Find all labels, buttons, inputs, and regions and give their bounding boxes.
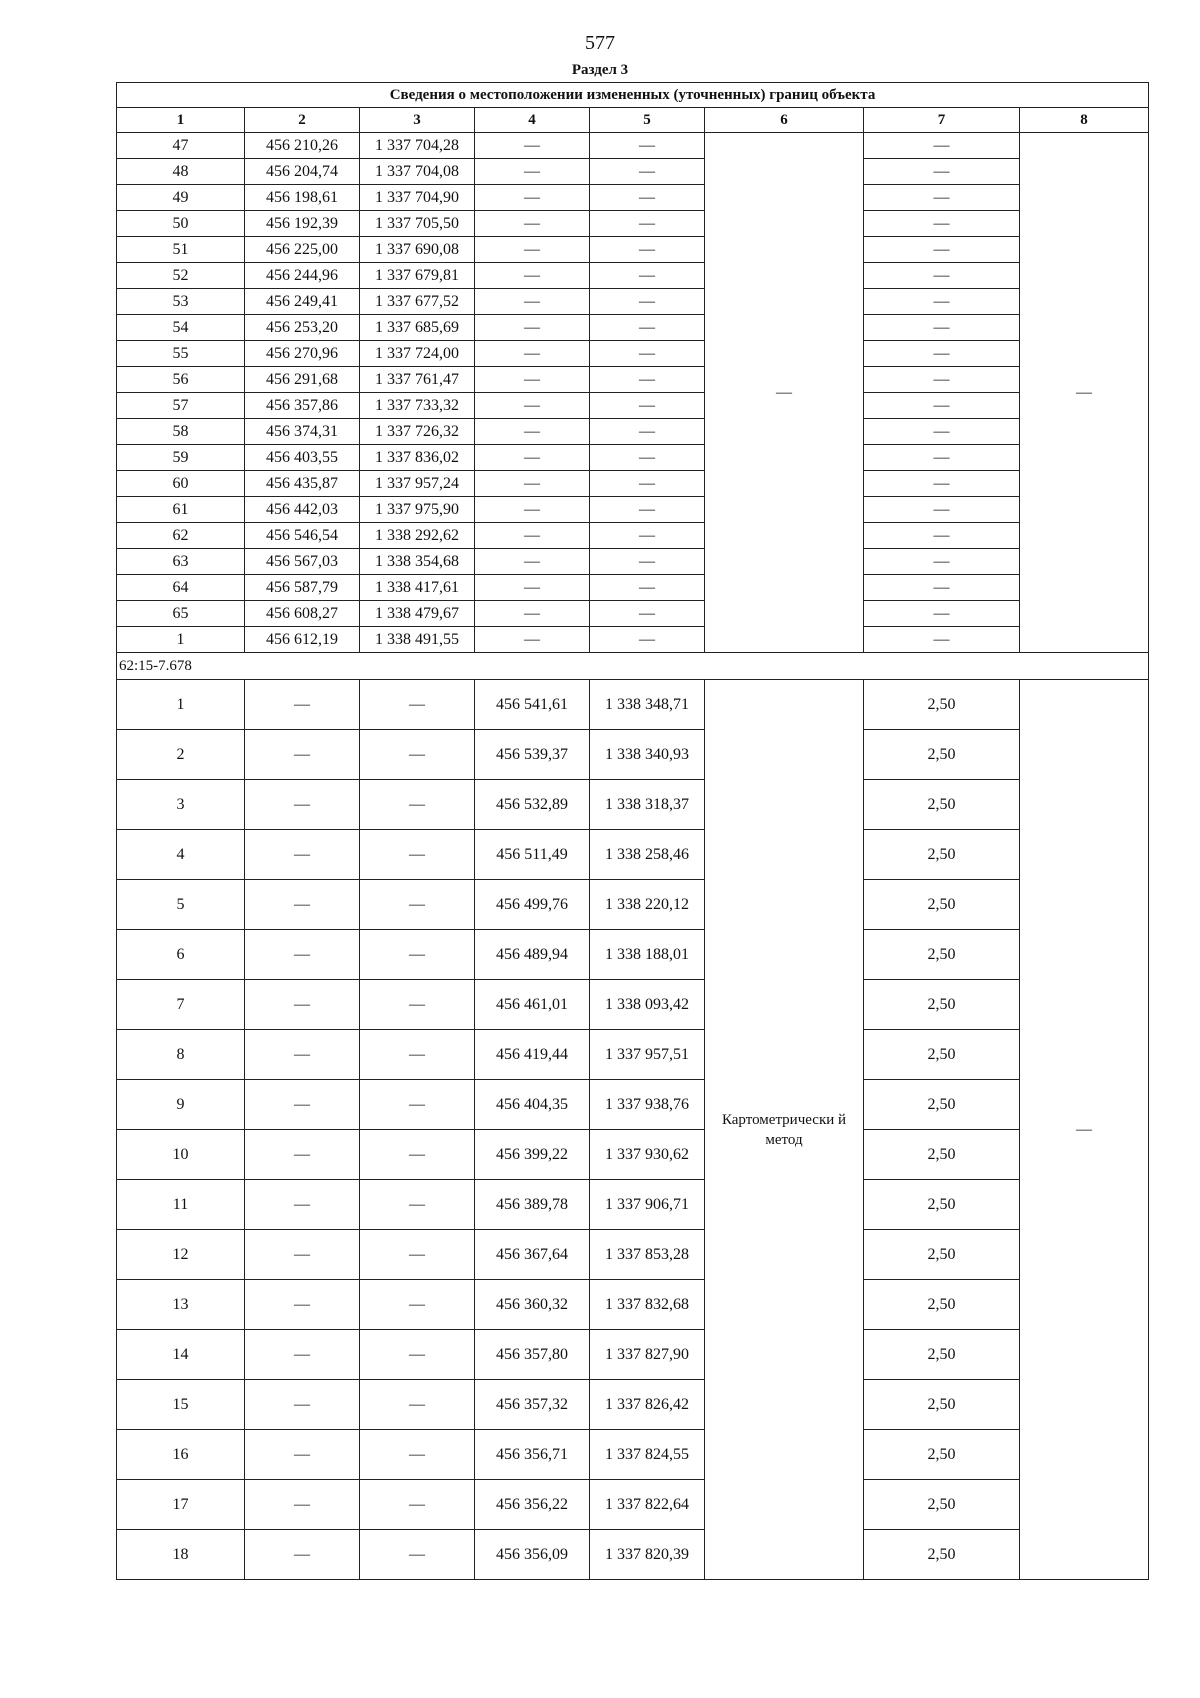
new-y-cell: —: [590, 185, 705, 211]
table-row: [117, 880, 1149, 930]
table-row: [117, 1380, 1149, 1430]
accuracy-cell: —: [864, 523, 1020, 549]
existing-x-cell: —: [245, 1180, 360, 1230]
existing-y-cell: —: [360, 1230, 475, 1280]
existing-y-cell: 1 337 679,81: [360, 263, 475, 289]
table-row: [117, 185, 1149, 211]
existing-y-cell: 1 337 733,32: [360, 393, 475, 419]
table-row: [117, 497, 1149, 523]
table-caption: Сведения о местоположении измененных (уточненных) границ объекта: [117, 83, 1149, 108]
new-y-cell: 1 337 827,90: [590, 1330, 705, 1380]
part2-rows: [117, 680, 1149, 1580]
new-x-cell: —: [475, 263, 590, 289]
new-y-cell: 1 337 820,39: [590, 1530, 705, 1580]
new-x-cell: 456 511,49: [475, 830, 590, 880]
new-x-cell: —: [475, 549, 590, 575]
table-row: [117, 1530, 1149, 1580]
existing-y-cell: 1 338 354,68: [360, 549, 475, 575]
table-row: [117, 367, 1149, 393]
new-y-cell: —: [590, 289, 705, 315]
point-number-cell: 56: [117, 367, 245, 393]
existing-x-cell: —: [245, 1530, 360, 1580]
new-x-cell: —: [475, 601, 590, 627]
accuracy-cell: 2,50: [864, 880, 1020, 930]
existing-x-cell: —: [245, 730, 360, 780]
existing-x-cell: 456 587,79: [245, 575, 360, 601]
point-number-cell: 7: [117, 980, 245, 1030]
point-number-cell: 14: [117, 1330, 245, 1380]
accuracy-cell: —: [864, 419, 1020, 445]
new-x-cell: 456 489,94: [475, 930, 590, 980]
point-number-cell: 8: [117, 1030, 245, 1080]
new-x-cell: —: [475, 471, 590, 497]
accuracy-cell: 2,50: [864, 1130, 1020, 1180]
accuracy-cell: 2,50: [864, 980, 1020, 1030]
point-number-cell: 18: [117, 1530, 245, 1580]
new-x-cell: 456 367,64: [475, 1230, 590, 1280]
existing-y-cell: —: [360, 830, 475, 880]
existing-y-cell: 1 337 975,90: [360, 497, 475, 523]
new-x-cell: —: [475, 289, 590, 315]
point-number-cell: 57: [117, 393, 245, 419]
new-y-cell: —: [590, 211, 705, 237]
existing-x-cell: 456 612,19: [245, 627, 360, 653]
point-number-cell: 65: [117, 601, 245, 627]
existing-x-cell: 456 198,61: [245, 185, 360, 211]
point-number-cell: 48: [117, 159, 245, 185]
new-x-cell: 456 404,35: [475, 1080, 590, 1130]
table-row: [117, 1030, 1149, 1080]
table-row: [117, 1230, 1149, 1280]
existing-y-cell: 1 337 761,47: [360, 367, 475, 393]
existing-x-cell: 456 567,03: [245, 549, 360, 575]
table-row: [117, 1430, 1149, 1480]
new-y-cell: 1 337 957,51: [590, 1030, 705, 1080]
point-number-cell: 64: [117, 575, 245, 601]
point-number-cell: 63: [117, 549, 245, 575]
accuracy-cell: 2,50: [864, 1280, 1020, 1330]
table-row: [117, 780, 1149, 830]
point-number-cell: 11: [117, 1180, 245, 1230]
new-x-cell: —: [475, 133, 590, 159]
new-y-cell: —: [590, 523, 705, 549]
column-number-row: [117, 108, 1149, 133]
section-title: Раздел 3: [571, 62, 629, 78]
existing-y-cell: —: [360, 680, 475, 730]
accuracy-cell: 2,50: [864, 1330, 1020, 1380]
point-number-cell: 12: [117, 1230, 245, 1280]
new-x-cell: 456 389,78: [475, 1180, 590, 1230]
existing-x-cell: —: [245, 930, 360, 980]
new-y-cell: 1 338 093,42: [590, 980, 705, 1030]
point-number-cell: 58: [117, 419, 245, 445]
accuracy-cell: —: [864, 367, 1020, 393]
existing-x-cell: —: [245, 1230, 360, 1280]
table-row: [117, 1330, 1149, 1380]
existing-x-cell: —: [245, 1130, 360, 1180]
new-y-cell: —: [590, 367, 705, 393]
new-y-cell: —: [590, 575, 705, 601]
table-row: [117, 980, 1149, 1030]
column-header: 2: [245, 108, 360, 133]
existing-y-cell: —: [360, 1530, 475, 1580]
new-x-cell: —: [475, 445, 590, 471]
description-cell: —: [1020, 133, 1149, 653]
accuracy-cell: 2,50: [864, 1230, 1020, 1280]
new-y-cell: 1 338 188,01: [590, 930, 705, 980]
point-number-cell: 1: [117, 627, 245, 653]
existing-x-cell: —: [245, 1330, 360, 1380]
existing-x-cell: 456 244,96: [245, 263, 360, 289]
existing-x-cell: 456 270,96: [245, 341, 360, 367]
table-row: [117, 211, 1149, 237]
table-row: [117, 1280, 1149, 1330]
existing-x-cell: —: [245, 1280, 360, 1330]
method-cell: Картометрически й метод: [705, 680, 864, 1580]
existing-y-cell: 1 337 704,08: [360, 159, 475, 185]
existing-y-cell: 1 337 705,50: [360, 211, 475, 237]
table-row: [117, 680, 1149, 730]
table-row: [117, 1130, 1149, 1180]
existing-y-cell: —: [360, 1280, 475, 1330]
table-row: [117, 523, 1149, 549]
accuracy-cell: —: [864, 549, 1020, 575]
column-header: 8: [1020, 108, 1149, 133]
page-number: 577: [585, 32, 615, 54]
existing-y-cell: —: [360, 1030, 475, 1080]
point-number-cell: 4: [117, 830, 245, 880]
point-number-cell: 50: [117, 211, 245, 237]
point-number-cell: 1: [117, 680, 245, 730]
new-y-cell: —: [590, 549, 705, 575]
existing-y-cell: —: [360, 1330, 475, 1380]
new-y-cell: —: [590, 419, 705, 445]
point-number-cell: 13: [117, 1280, 245, 1330]
existing-x-cell: 456 546,54: [245, 523, 360, 549]
existing-x-cell: 456 253,20: [245, 315, 360, 341]
accuracy-cell: 2,50: [864, 1380, 1020, 1430]
table-row: [117, 549, 1149, 575]
column-header: 6: [705, 108, 864, 133]
existing-x-cell: —: [245, 680, 360, 730]
new-x-cell: 456 532,89: [475, 780, 590, 830]
new-x-cell: —: [475, 185, 590, 211]
new-y-cell: 1 337 832,68: [590, 1280, 705, 1330]
existing-y-cell: 1 337 957,24: [360, 471, 475, 497]
point-number-cell: 53: [117, 289, 245, 315]
table-row: [117, 159, 1149, 185]
accuracy-cell: 2,50: [864, 1480, 1020, 1530]
new-x-cell: 456 356,71: [475, 1430, 590, 1480]
accuracy-cell: —: [864, 133, 1020, 159]
table-row: [117, 930, 1149, 980]
existing-y-cell: 1 337 724,00: [360, 341, 475, 367]
existing-x-cell: 456 249,41: [245, 289, 360, 315]
table-row: [117, 393, 1149, 419]
new-y-cell: 1 337 930,62: [590, 1130, 705, 1180]
table-row: [117, 1080, 1149, 1130]
existing-y-cell: —: [360, 1130, 475, 1180]
existing-y-cell: 1 337 704,28: [360, 133, 475, 159]
accuracy-cell: —: [864, 341, 1020, 367]
column-header: 3: [360, 108, 475, 133]
new-y-cell: —: [590, 601, 705, 627]
existing-y-cell: 1 338 491,55: [360, 627, 475, 653]
accuracy-cell: —: [864, 211, 1020, 237]
table-row: [117, 263, 1149, 289]
new-x-cell: 456 461,01: [475, 980, 590, 1030]
new-y-cell: —: [590, 341, 705, 367]
table-row: [117, 1180, 1149, 1230]
accuracy-cell: 2,50: [864, 680, 1020, 730]
table-row: [117, 315, 1149, 341]
table-row: [117, 341, 1149, 367]
accuracy-cell: —: [864, 185, 1020, 211]
table-row: [117, 471, 1149, 497]
new-y-cell: 1 338 220,12: [590, 880, 705, 930]
part1-rows: [117, 133, 1149, 653]
new-y-cell: 1 338 348,71: [590, 680, 705, 730]
column-header: 4: [475, 108, 590, 133]
new-y-cell: 1 337 906,71: [590, 1180, 705, 1230]
new-x-cell: —: [475, 211, 590, 237]
new-y-cell: —: [590, 627, 705, 653]
existing-y-cell: —: [360, 730, 475, 780]
accuracy-cell: —: [864, 289, 1020, 315]
method-cell: —: [705, 133, 864, 653]
existing-y-cell: 1 338 417,61: [360, 575, 475, 601]
new-y-cell: —: [590, 471, 705, 497]
table-row: [117, 289, 1149, 315]
existing-x-cell: 456 374,31: [245, 419, 360, 445]
table-row: [117, 1480, 1149, 1530]
existing-y-cell: 1 337 726,32: [360, 419, 475, 445]
accuracy-cell: 2,50: [864, 1180, 1020, 1230]
existing-y-cell: 1 338 292,62: [360, 523, 475, 549]
point-number-cell: 47: [117, 133, 245, 159]
point-number-cell: 5: [117, 880, 245, 930]
existing-x-cell: —: [245, 1430, 360, 1480]
existing-y-cell: 1 337 704,90: [360, 185, 475, 211]
point-number-cell: 52: [117, 263, 245, 289]
point-number-cell: 60: [117, 471, 245, 497]
accuracy-cell: —: [864, 263, 1020, 289]
existing-y-cell: 1 337 690,08: [360, 237, 475, 263]
point-number-cell: 10: [117, 1130, 245, 1180]
existing-y-cell: —: [360, 1080, 475, 1130]
point-number-cell: 15: [117, 1380, 245, 1430]
existing-y-cell: —: [360, 1380, 475, 1430]
table-row: [117, 133, 1149, 159]
table-row: [117, 830, 1149, 880]
new-x-cell: —: [475, 393, 590, 419]
accuracy-cell: —: [864, 237, 1020, 263]
existing-x-cell: 456 403,55: [245, 445, 360, 471]
accuracy-cell: —: [864, 575, 1020, 601]
point-number-cell: 59: [117, 445, 245, 471]
column-header: 5: [590, 108, 705, 133]
point-number-cell: 3: [117, 780, 245, 830]
new-y-cell: 1 337 822,64: [590, 1480, 705, 1530]
new-x-cell: —: [475, 627, 590, 653]
existing-x-cell: 456 225,00: [245, 237, 360, 263]
new-y-cell: 1 338 340,93: [590, 730, 705, 780]
accuracy-cell: 2,50: [864, 1430, 1020, 1480]
accuracy-cell: —: [864, 471, 1020, 497]
existing-x-cell: —: [245, 830, 360, 880]
point-number-cell: 54: [117, 315, 245, 341]
table-row: [117, 730, 1149, 780]
existing-y-cell: —: [360, 1430, 475, 1480]
new-x-cell: 456 356,09: [475, 1530, 590, 1580]
table-row: [117, 445, 1149, 471]
existing-x-cell: —: [245, 780, 360, 830]
table-row: [117, 575, 1149, 601]
new-x-cell: —: [475, 497, 590, 523]
existing-x-cell: 456 210,26: [245, 133, 360, 159]
existing-x-cell: —: [245, 980, 360, 1030]
new-x-cell: —: [475, 523, 590, 549]
point-number-cell: 9: [117, 1080, 245, 1130]
existing-x-cell: —: [245, 1480, 360, 1530]
new-y-cell: 1 337 824,55: [590, 1430, 705, 1480]
existing-y-cell: 1 337 836,02: [360, 445, 475, 471]
accuracy-cell: 2,50: [864, 730, 1020, 780]
existing-y-cell: —: [360, 930, 475, 980]
accuracy-cell: —: [864, 627, 1020, 653]
new-x-cell: —: [475, 237, 590, 263]
existing-x-cell: —: [245, 1380, 360, 1430]
column-header: 1: [117, 108, 245, 133]
accuracy-cell: —: [864, 393, 1020, 419]
point-number-cell: 51: [117, 237, 245, 263]
existing-y-cell: 1 337 677,52: [360, 289, 475, 315]
existing-x-cell: 456 291,68: [245, 367, 360, 393]
accuracy-cell: 2,50: [864, 1030, 1020, 1080]
accuracy-cell: —: [864, 445, 1020, 471]
new-x-cell: —: [475, 315, 590, 341]
accuracy-cell: 2,50: [864, 1080, 1020, 1130]
existing-x-cell: —: [245, 1030, 360, 1080]
boundary-coordinates-table: [116, 82, 1149, 1580]
existing-y-cell: —: [360, 880, 475, 930]
new-x-cell: 456 357,32: [475, 1380, 590, 1430]
new-x-cell: 456 499,76: [475, 880, 590, 930]
existing-x-cell: 456 204,74: [245, 159, 360, 185]
new-x-cell: —: [475, 575, 590, 601]
new-y-cell: 1 337 826,42: [590, 1380, 705, 1430]
point-number-cell: 49: [117, 185, 245, 211]
new-y-cell: —: [590, 393, 705, 419]
new-x-cell: 456 539,37: [475, 730, 590, 780]
existing-x-cell: —: [245, 1080, 360, 1130]
new-x-cell: —: [475, 367, 590, 393]
point-number-cell: 6: [117, 930, 245, 980]
existing-y-cell: 1 337 685,69: [360, 315, 475, 341]
existing-y-cell: —: [360, 1480, 475, 1530]
new-y-cell: 1 337 938,76: [590, 1080, 705, 1130]
new-y-cell: —: [590, 263, 705, 289]
accuracy-cell: 2,50: [864, 930, 1020, 980]
accuracy-cell: —: [864, 601, 1020, 627]
new-y-cell: —: [590, 315, 705, 341]
parcel-number-row: 62:15-7.678: [117, 653, 1149, 680]
new-y-cell: —: [590, 159, 705, 185]
description-cell: —: [1020, 680, 1149, 1580]
table-row: [117, 627, 1149, 653]
point-number-cell: 62: [117, 523, 245, 549]
new-y-cell: 1 338 258,46: [590, 830, 705, 880]
point-number-cell: 55: [117, 341, 245, 367]
new-y-cell: —: [590, 497, 705, 523]
new-x-cell: 456 357,80: [475, 1330, 590, 1380]
new-x-cell: 456 419,44: [475, 1030, 590, 1080]
point-number-cell: 17: [117, 1480, 245, 1530]
point-number-cell: 2: [117, 730, 245, 780]
existing-x-cell: 456 608,27: [245, 601, 360, 627]
accuracy-cell: —: [864, 497, 1020, 523]
existing-x-cell: —: [245, 880, 360, 930]
existing-x-cell: 456 442,03: [245, 497, 360, 523]
accuracy-cell: —: [864, 315, 1020, 341]
table-row: [117, 601, 1149, 627]
new-x-cell: —: [475, 341, 590, 367]
new-x-cell: —: [475, 159, 590, 185]
new-x-cell: 456 360,32: [475, 1280, 590, 1330]
existing-x-cell: 456 435,87: [245, 471, 360, 497]
new-y-cell: —: [590, 237, 705, 263]
existing-y-cell: —: [360, 780, 475, 830]
point-number-cell: 61: [117, 497, 245, 523]
new-y-cell: —: [590, 133, 705, 159]
new-y-cell: 1 338 318,37: [590, 780, 705, 830]
existing-x-cell: 456 192,39: [245, 211, 360, 237]
table-row: [117, 237, 1149, 263]
new-y-cell: —: [590, 445, 705, 471]
accuracy-cell: —: [864, 159, 1020, 185]
new-x-cell: 456 399,22: [475, 1130, 590, 1180]
new-y-cell: 1 337 853,28: [590, 1230, 705, 1280]
table-row: [117, 419, 1149, 445]
column-header: 7: [864, 108, 1020, 133]
accuracy-cell: 2,50: [864, 780, 1020, 830]
existing-y-cell: —: [360, 980, 475, 1030]
accuracy-cell: 2,50: [864, 1530, 1020, 1580]
new-x-cell: —: [475, 419, 590, 445]
accuracy-cell: 2,50: [864, 830, 1020, 880]
existing-y-cell: —: [360, 1180, 475, 1230]
new-x-cell: 456 356,22: [475, 1480, 590, 1530]
existing-x-cell: 456 357,86: [245, 393, 360, 419]
point-number-cell: 16: [117, 1430, 245, 1480]
new-x-cell: 456 541,61: [475, 680, 590, 730]
existing-y-cell: 1 338 479,67: [360, 601, 475, 627]
